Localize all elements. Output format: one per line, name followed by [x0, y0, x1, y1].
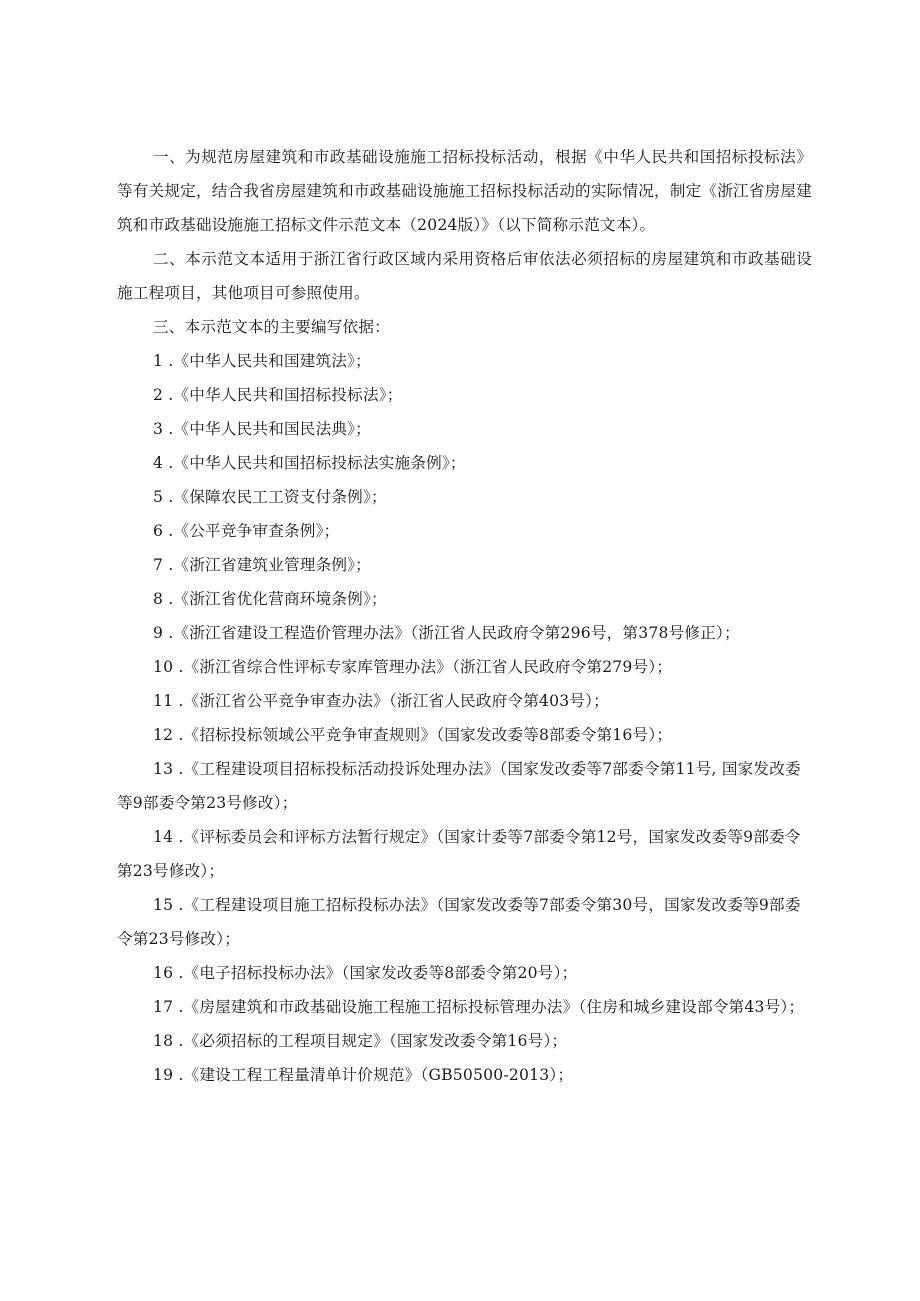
list-item: 12 .《招标投标领域公平竞争审查规则》（国家发改委等8部委令第16号）；	[153, 726, 673, 744]
list-item: 9 .《浙江省建设工程造价管理办法》（浙江省人民政府令第296号，第378号修正）；	[153, 624, 740, 642]
list-item: 8 .《浙江省优化营商环境条例》；	[153, 590, 387, 608]
paragraph-scope: 二、本示范文本适用于浙江省行政区域内采用资格后审依法必须招标的房屋建筑和市政基础设施工程项目，其他项目可参照使用。	[117, 250, 812, 302]
basis-list	[117, 344, 812, 1092]
list-item: 18 .《必须招标的工程项目规定》（国家发改委令第16号）；	[153, 1032, 568, 1050]
list-item: 15 .《工程建设项目施工招标投标办法》（国家发改委等7部委令第30号，国家发改委等9部委令第23号修改）；	[117, 896, 801, 948]
list-item: 19 .《建设工程工程量清单计价规范》（GB50500-2013）；	[153, 1066, 574, 1084]
list-item: 11 .《浙江省公平竞争审查办法》（浙江省人民政府令第403号）；	[153, 692, 609, 710]
list-item: 17 .《房屋建筑和市政基础设施工程施工招标投标管理办法》（住房和城乡建设部令第43号）；	[153, 998, 805, 1016]
document-body	[117, 140, 812, 1092]
list-item: 5 .《保障农民工工资支付条例》；	[153, 488, 387, 506]
list-item: 2 .《中华人民共和国招标投标法》；	[153, 386, 403, 404]
list-item: 4 .《中华人民共和国招标投标法实施条例》；	[153, 454, 466, 472]
list-item: 3 .《中华人民共和国民法典》；	[153, 420, 371, 438]
paragraph-basis-heading: 三、本示范文本的主要编写依据：	[153, 318, 390, 336]
list-item: 10 .《浙江省综合性评标专家库管理办法》（浙江省人民政府令第279号）；	[153, 658, 673, 676]
list-item: 7 .《浙江省建筑业管理条例》；	[153, 556, 371, 574]
list-item: 6 .《公平竞争审查条例》；	[153, 522, 340, 540]
list-item: 14 .《评标委员会和评标方法暂行规定》（国家计委等7部委令第12号，国家发改委等9部委令第23号修改）；	[117, 828, 801, 880]
list-item: 16 .《电子招标投标办法》（国家发改委等8部委令第20号）；	[153, 964, 578, 982]
paragraph-purpose: 一、为规范房屋建筑和市政基础设施施工招标投标活动，根据《中华人民共和国招标投标法》等有关规定，结合我省房屋建筑和市政基础设施施工招标投标活动的实际情况，制定《浙江省房屋建筑和市政基础设施施工招标文件示范文本（2024版）》（以下简称示范文本）。	[117, 148, 812, 234]
list-item: 13 .《工程建设项目招标投标活动投诉处理办法》（国家发改委等7部委令第11号, 国家发改委等9部委令第23号修改）；	[117, 760, 801, 812]
list-item: 1 .《中华人民共和国建筑法》；	[153, 352, 371, 370]
